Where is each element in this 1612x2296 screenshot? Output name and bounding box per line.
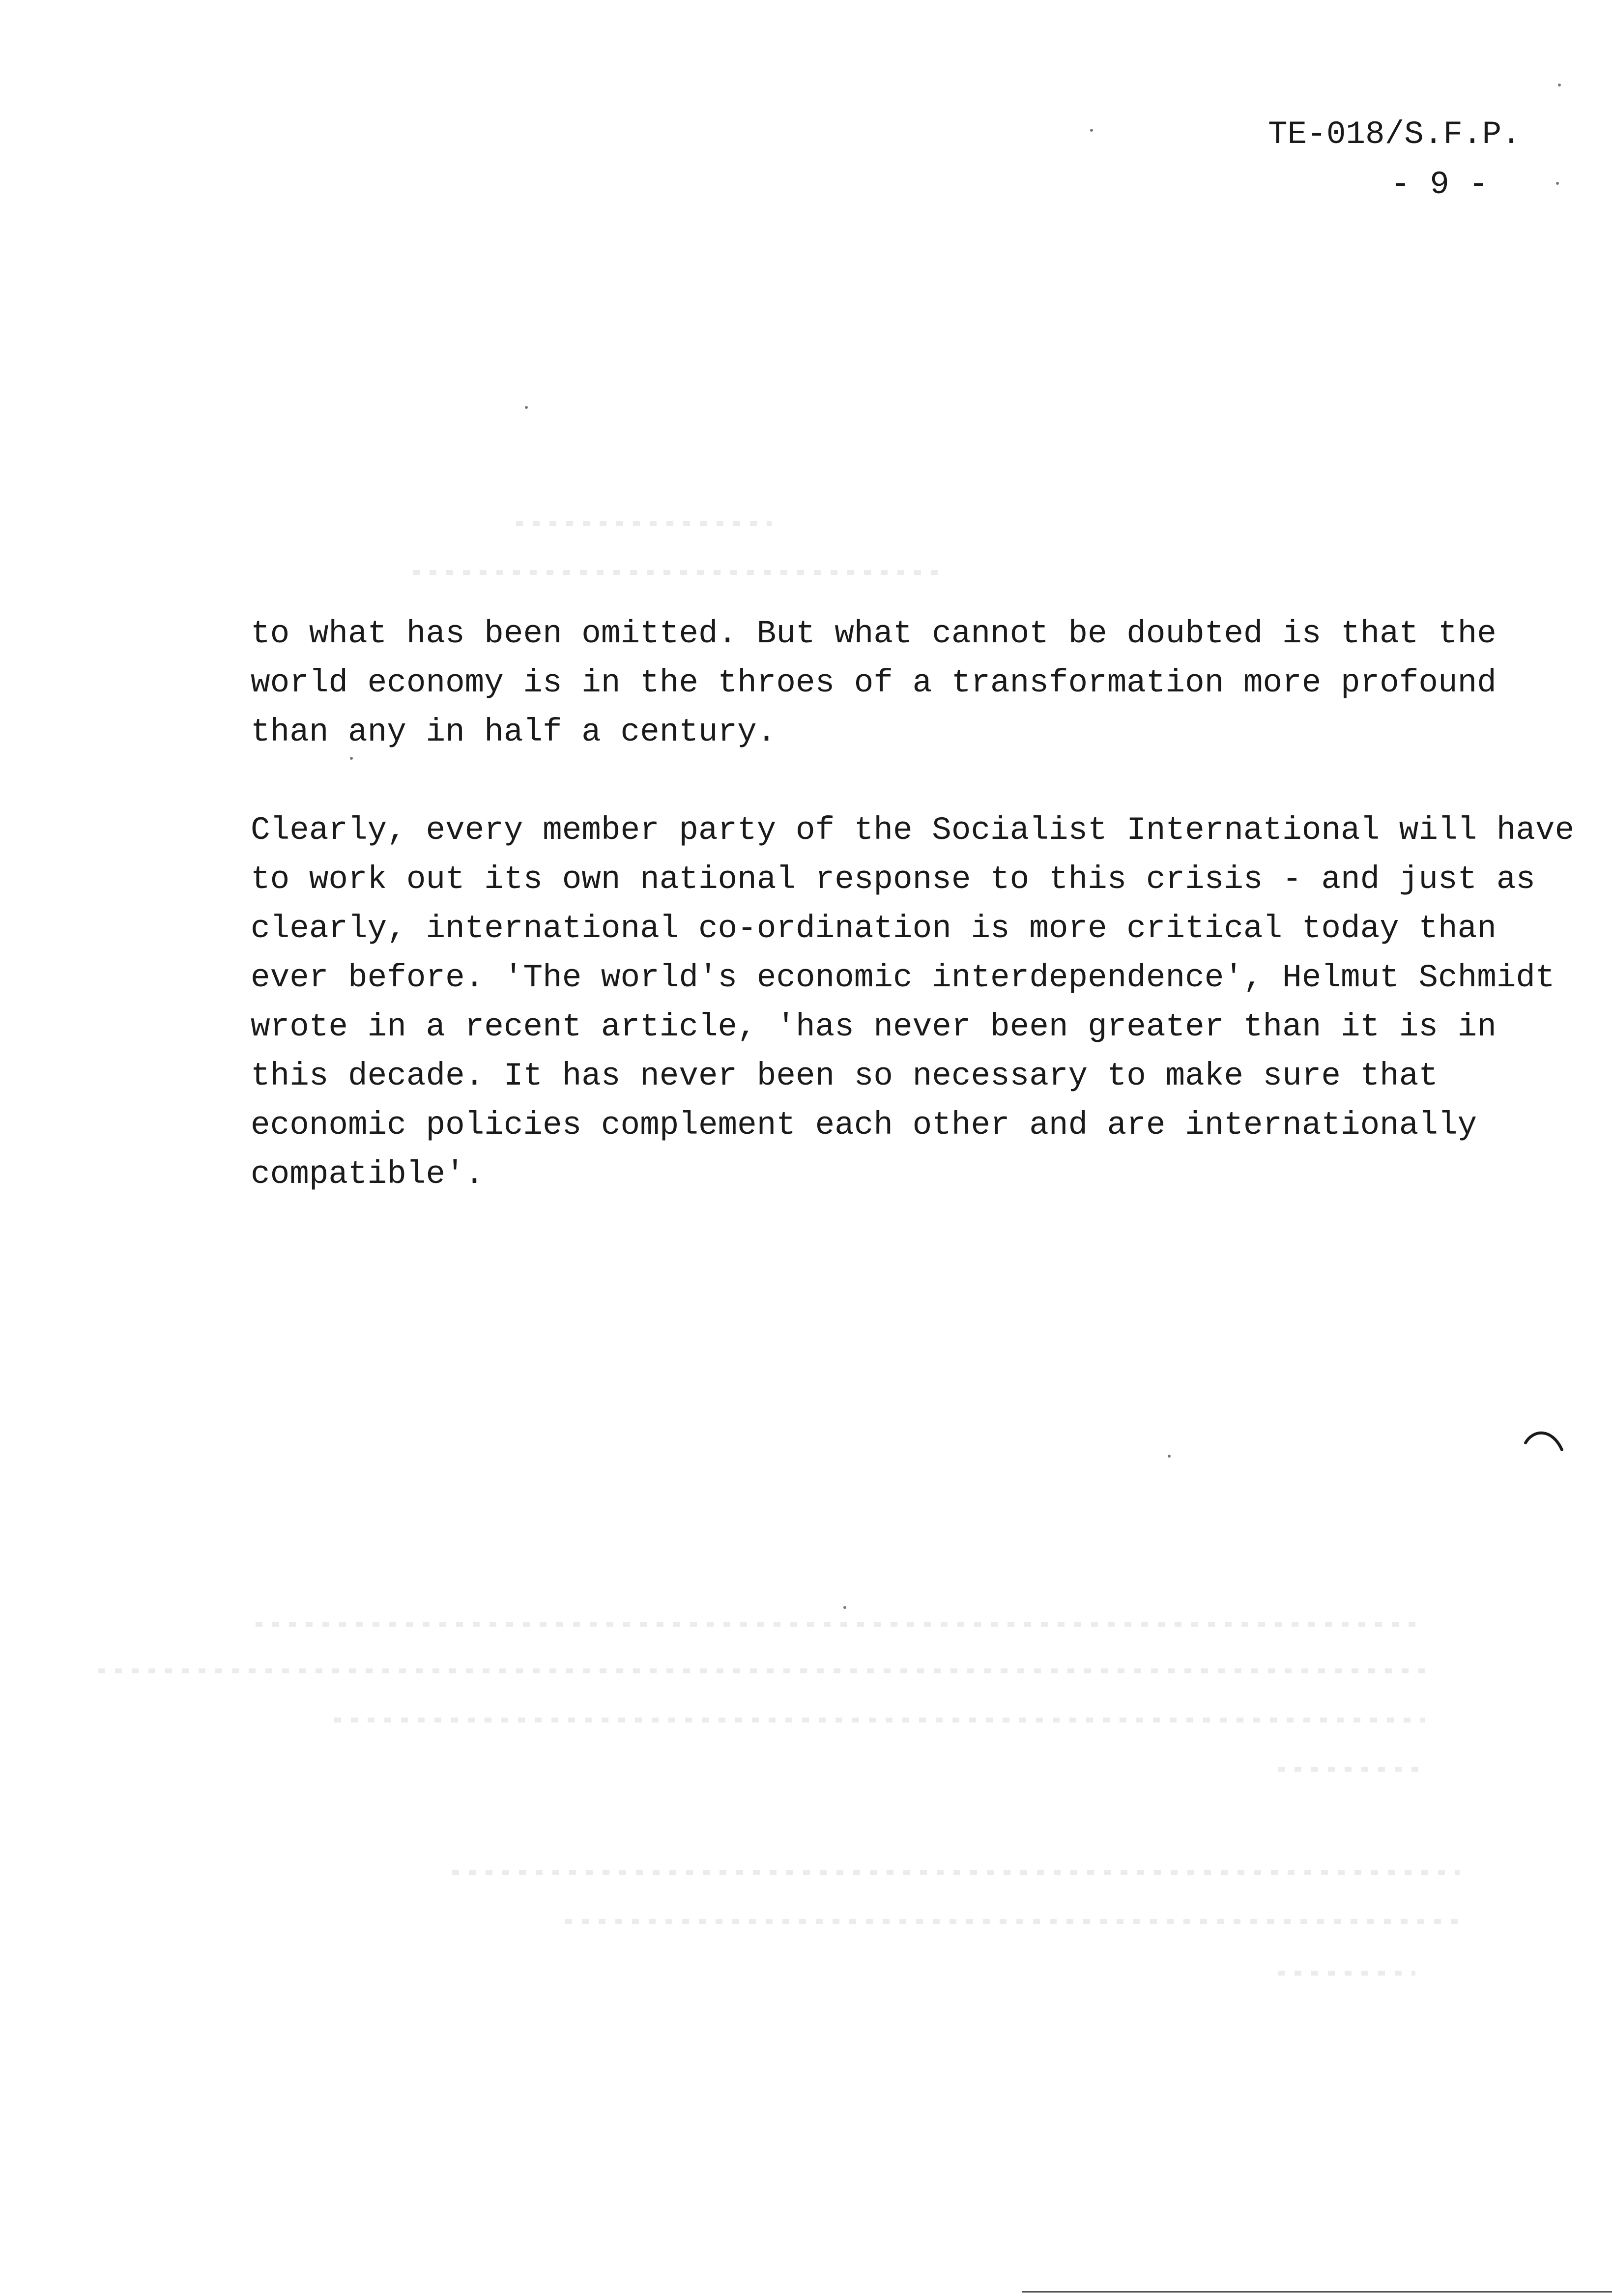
show-through-line: [413, 570, 944, 575]
paragraph-international-coordination: Clearly, every member party of the Socialist International will have to work out its own national response to this crisis - and just as clearly, international co-ordination is more critical today than ever before. 'The world's economic interdependence', Helmut Schmidt wrote in a recent article, 'has never been greater than it is in this decade. It has never been so necessary to make sure that economic policies complement each other and are internationally compatible'.: [251, 812, 1575, 1193]
paper-speck: [843, 1606, 846, 1609]
paper-speck: [1558, 84, 1561, 86]
page-number: - 9 -: [1391, 166, 1489, 203]
show-through-line: [1278, 1971, 1415, 1976]
paper-speck: [1168, 1455, 1171, 1458]
paragraph-continuation: to what has been omitted. But what cannot be doubted is that the world economy is in the throes of a transformation more profound than any in half a century.: [251, 615, 1497, 750]
show-through-line: [334, 1718, 1425, 1722]
pen-mark: [1523, 1425, 1567, 1464]
show-through-line: [452, 1870, 1460, 1875]
show-through-line: [256, 1622, 1425, 1627]
document-reference: TE-018/S.F.P.: [1268, 116, 1521, 153]
paper-speck: [1556, 182, 1559, 185]
show-through-line: [98, 1668, 1425, 1673]
page-edge-line: [1022, 2291, 1612, 2293]
paper-speck: [525, 406, 528, 409]
show-through-line: [565, 1919, 1465, 1924]
show-through-line: [516, 521, 772, 526]
show-through-line: [1278, 1767, 1425, 1772]
paper-speck: [1090, 129, 1093, 132]
paper-speck: [350, 757, 353, 760]
document-body: [251, 609, 1578, 1199]
